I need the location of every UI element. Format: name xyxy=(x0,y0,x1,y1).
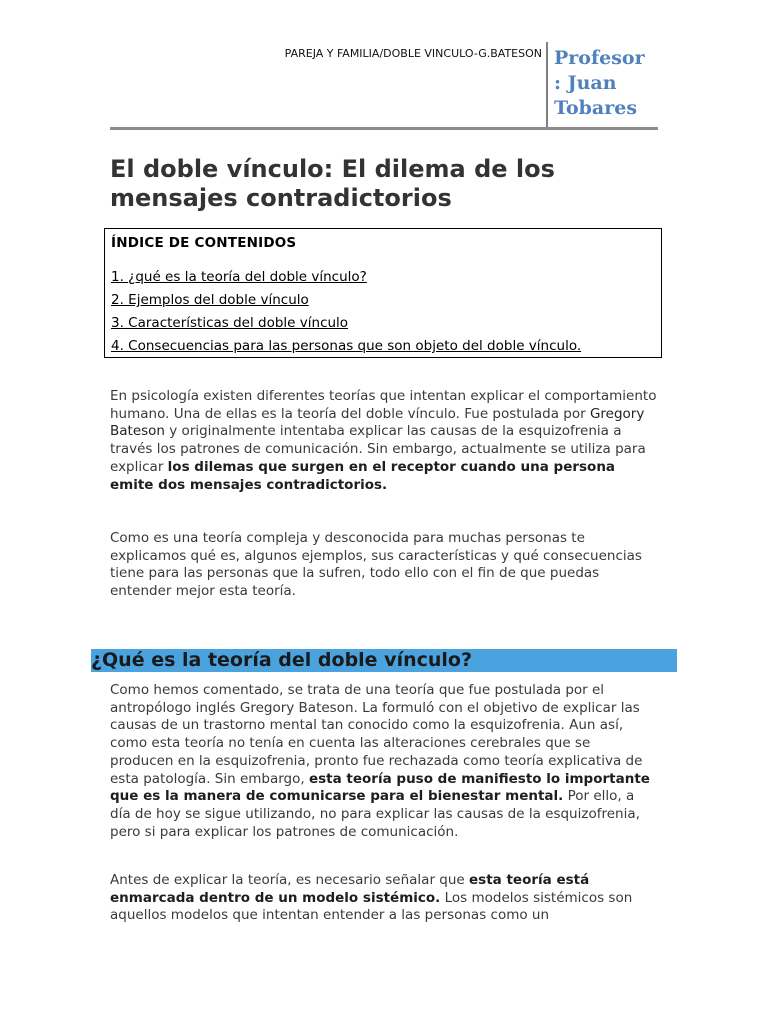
intro-p1-text-b: y originalmente intentaba explicar las causas de la esquizofrenia a través los patrones de comunicación. Sin embargo, actualmente se utiliza para explicar xyxy=(110,423,646,475)
section1-p1-emphasis: esta teoría puso de manifiesto lo importante que es la manera de comunicarse para el bienestar mental. xyxy=(110,770,650,805)
header-rule xyxy=(110,127,658,130)
professor-line-2: : Juan xyxy=(554,72,617,94)
gregory-bateson-name: Gregory Bateson xyxy=(110,405,645,440)
page-title xyxy=(110,155,670,213)
table-of-contents xyxy=(104,228,662,358)
toc-link-2[interactable]: 2. Ejemplos del doble vínculo xyxy=(111,292,309,308)
section1-p2-text-a: Antes de explicar la teoría, es necesario señalar que xyxy=(110,872,470,888)
page-title-line-2: mensajes contradictorios xyxy=(110,184,452,212)
toc-link-4[interactable]: 4. Consecuencias para las personas que son objeto del doble vínculo. xyxy=(111,338,582,354)
intro-paragraph-2: Como es una teoría compleja y desconocida para muchas personas te explicamos qué es, algunos ejemplos, sus características y qué consecuencias tiene para las personas que la sufren, todo ello con el fin de que puedas entender mejor esta teoría. xyxy=(110,530,642,600)
course-header: PAREJA Y FAMILIA/DOBLE VINCULO-G.BATESON xyxy=(284,47,542,60)
section1-p1-text-a: Como hemos comentado, se trata de una teoría que fue postulada por el antropólogo inglés Gregory Bateson. La formuló con el objetivo de explicar las causas de un trastorno mental tan conocido como la esquizofrenia. Aun así, como esta teoría no tenía en cuenta las alteraciones cerebrales que se producen en la esquizofrenia, pronto fue rechazada como teoría explicativa de esta patología. Sin embargo, xyxy=(110,682,643,787)
section1-p1-text-b: Por ello, a día de hoy se sigue utilizando, no para explicar las causas de la esquizofrenia, pero si para explicar los patrones de comunicación. xyxy=(110,788,640,840)
toc-link-1[interactable]: 1. ¿qué es la teoría del doble vínculo? xyxy=(111,269,367,285)
section1-p2-text-b: Los modelos sistémicos son aquellos modelos que intentan entender a las personas como un xyxy=(110,889,633,924)
professor-name xyxy=(554,46,664,121)
intro-p1-emphasis: los dilemas que surgen en el receptor cuando una persona emite dos mensajes contradictorios. xyxy=(110,458,616,493)
section1-paragraph-1 xyxy=(110,682,658,841)
professor-line-1: Profesor xyxy=(554,47,645,69)
section-heading: ¿Qué es la teoría del doble vínculo? xyxy=(91,649,472,671)
toc-heading: ÍNDICE DE CONTENIDOS xyxy=(111,235,297,251)
page-title-line-1: El doble vínculo: El dilema de los xyxy=(110,155,555,183)
intro-paragraph-1 xyxy=(110,388,658,494)
professor-line-3: Tobares xyxy=(554,97,638,119)
intro-p1-text-a: En psicología existen diferentes teorías que intentan explicar el comportamiento humano. Una de ellas es la teoría del doble vínculo. Fue postulada por xyxy=(110,388,657,422)
section1-p2-emphasis: esta teoría está enmarcada dentro de un modelo sistémico. xyxy=(110,872,590,906)
section1-paragraph-2 xyxy=(110,872,658,925)
toc-link-3[interactable]: 3. Características del doble vínculo xyxy=(111,315,349,331)
header-divider xyxy=(546,42,548,128)
